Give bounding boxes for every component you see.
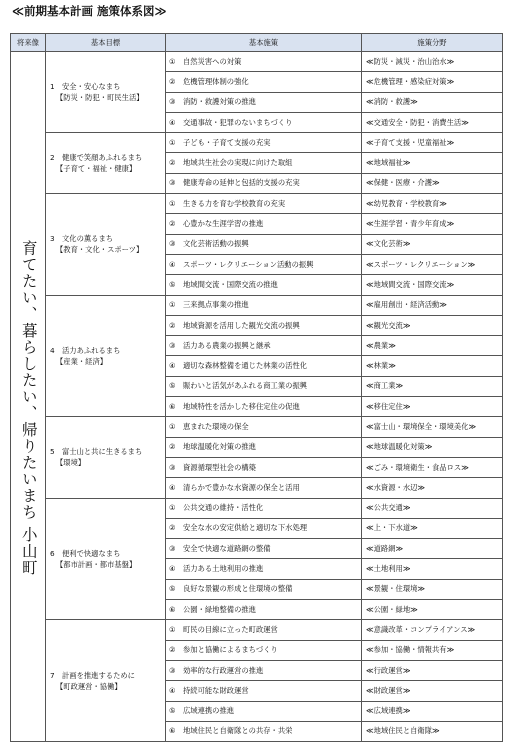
measure-cell <box>166 620 362 640</box>
measure-label: 自然災害への対策 <box>183 56 242 66</box>
goal-title: 計画を推進するために <box>62 670 135 680</box>
table-body <box>11 52 503 742</box>
measure-label: 持続可能な財政運営 <box>183 685 249 695</box>
goal-title: 文化の薫るまち <box>62 234 114 244</box>
measure-cell <box>166 660 362 680</box>
measure-label: スポーツ・レクリエーション活動の振興 <box>183 259 314 269</box>
measure-cell <box>166 254 362 274</box>
measure-cell <box>166 539 362 559</box>
goal-category: 【子育て・福祉・健康】 <box>56 164 137 174</box>
field-cell: ≪財政運営≫ <box>362 681 503 701</box>
field-cell: ≪富士山・環境保全・環境美化≫ <box>362 417 503 437</box>
measure-cell <box>166 315 362 335</box>
measure-cell <box>166 397 362 417</box>
measure-number: ⑤ <box>169 381 176 391</box>
goal-title: 健康で笑顔あふれるまち <box>62 153 143 163</box>
vision-cell <box>11 52 46 742</box>
measure-cell <box>166 356 362 376</box>
measure-cell <box>166 295 362 315</box>
field-cell: ≪地球温暖化対策≫ <box>362 437 503 457</box>
field-cell: ≪土地利用≫ <box>362 559 503 579</box>
measure-cell <box>166 52 362 72</box>
measure-cell <box>166 600 362 620</box>
goal-category: 【環境】 <box>56 458 86 468</box>
goal-cell <box>46 417 166 498</box>
measure-number: ① <box>169 56 176 66</box>
field-cell: ≪水資源・水辺≫ <box>362 478 503 498</box>
goal-cell <box>46 295 166 417</box>
measure-cell <box>166 92 362 112</box>
goal-title-line <box>50 548 165 559</box>
goal-cell <box>46 194 166 295</box>
table-row <box>11 295 503 315</box>
goal-number: 1 <box>50 82 55 92</box>
field-cell: ≪移住定住≫ <box>362 397 503 417</box>
measure-cell <box>166 336 362 356</box>
measure-number: ④ <box>169 259 176 269</box>
field-cell: ≪保健・医療・介護≫ <box>362 173 503 193</box>
measure-label: 地域間交流・国際交流の推進 <box>183 279 278 289</box>
field-cell: ≪消防・救護≫ <box>362 92 503 112</box>
goal-category: 【都市計画・都市基盤】 <box>56 559 137 569</box>
measure-label: 広域連携の推進 <box>183 706 235 716</box>
measure-number: ① <box>169 300 176 310</box>
field-cell: ≪商工業≫ <box>362 376 503 396</box>
measure-label: 恵まれた環境の保全 <box>183 421 249 431</box>
measure-label: 文化芸術活動の振興 <box>183 239 249 249</box>
measure-label: 町民の目線に立った町政運営 <box>183 624 278 634</box>
field-cell: ≪地域福祉≫ <box>362 153 503 173</box>
goal-title: 安全・安心なまち <box>62 82 121 92</box>
header-measure: 基本施策 <box>166 34 362 52</box>
goal-cell <box>46 133 166 194</box>
measure-number: ③ <box>169 340 176 350</box>
measure-number: ① <box>169 137 176 147</box>
policy-system-table <box>10 33 503 742</box>
measure-cell <box>166 579 362 599</box>
field-cell: ≪地域間交流・国際交流≫ <box>362 275 503 295</box>
goal-title-line <box>50 446 165 457</box>
field-cell: ≪子育て支援・児童福祉≫ <box>362 133 503 153</box>
field-cell: ≪幼児教育・学校教育≫ <box>362 194 503 214</box>
measure-cell <box>166 518 362 538</box>
measure-number: ④ <box>169 482 176 492</box>
measure-cell <box>166 457 362 477</box>
header-goal: 基本目標 <box>46 34 166 52</box>
field-cell: ≪雇用創出・経済活動≫ <box>362 295 503 315</box>
measure-number: ② <box>169 645 176 655</box>
field-cell: ≪参加・協働・情報共有≫ <box>362 640 503 660</box>
field-cell: ≪景観・住環境≫ <box>362 579 503 599</box>
measure-cell <box>166 214 362 234</box>
goal-number: 3 <box>50 234 55 244</box>
measure-label: 交通事故・犯罪のないまちづくり <box>183 117 293 127</box>
vision-text: 育てたい、暮らしたい、帰りたいまち 小山町 <box>19 239 38 576</box>
table-row <box>11 133 503 153</box>
measure-cell <box>166 72 362 92</box>
measure-number: ② <box>169 219 176 229</box>
measure-number: ② <box>169 523 176 533</box>
measure-cell <box>166 153 362 173</box>
measure-label: 参加と協働によるまちづくり <box>183 645 278 655</box>
measure-cell <box>166 112 362 132</box>
measure-cell <box>166 437 362 457</box>
measure-number: ⑤ <box>169 706 176 716</box>
measure-cell <box>166 234 362 254</box>
measure-number: ④ <box>169 685 176 695</box>
measure-cell <box>166 275 362 295</box>
measure-number: ⑥ <box>169 401 176 411</box>
field-cell: ≪文化芸術≫ <box>362 234 503 254</box>
goal-number: 6 <box>50 548 55 558</box>
measure-label: 心豊かな生涯学習の推進 <box>183 219 264 229</box>
goal-number: 7 <box>50 670 55 680</box>
measure-label: 公園・緑地整備の推進 <box>183 604 256 614</box>
measure-number: ② <box>169 76 176 86</box>
field-cell: ≪林業≫ <box>362 356 503 376</box>
goal-title: 便利で快適なまち <box>62 548 121 558</box>
goal-category: 【町政運営・協働】 <box>56 681 122 691</box>
measure-cell <box>166 640 362 660</box>
field-cell: ≪公共交通≫ <box>362 498 503 518</box>
field-cell: ≪広域連携≫ <box>362 701 503 721</box>
goal-category: 【教育・文化・スポーツ】 <box>56 245 144 255</box>
measure-label: 地球温暖化対策の推進 <box>183 442 256 452</box>
goal-cell <box>46 620 166 742</box>
measure-label: 地域住民と自衛隊との共存・共栄 <box>183 726 293 736</box>
table-header-row <box>11 34 503 52</box>
measure-cell <box>166 498 362 518</box>
goal-number: 2 <box>50 153 55 163</box>
measure-label: 地域資源を活用した観光交流の振興 <box>183 320 300 330</box>
measure-label: 資源循環型社会の構築 <box>183 462 256 472</box>
field-cell: ≪意識改革・コンプライアンス≫ <box>362 620 503 640</box>
measure-label: 活力ある農業の振興と継承 <box>183 340 271 350</box>
measure-cell <box>166 701 362 721</box>
measure-cell <box>166 173 362 193</box>
goal-title: 富士山と共に生きるまち <box>62 447 143 457</box>
measure-cell <box>166 681 362 701</box>
measure-number: ① <box>169 503 176 513</box>
measure-label: 三来拠点事業の推進 <box>183 300 249 310</box>
field-cell: ≪公園・緑地≫ <box>362 600 503 620</box>
measure-label: 清らかで豊かな水資源の保全と活用 <box>183 482 300 492</box>
measure-label: 危機管理体制の強化 <box>183 76 249 86</box>
measure-number: ③ <box>169 178 176 188</box>
measure-number: ④ <box>169 564 176 574</box>
goal-cell <box>46 498 166 620</box>
measure-number: ⑤ <box>169 279 176 289</box>
measure-cell <box>166 417 362 437</box>
measure-label: 安全で快適な道路網の整備 <box>183 543 271 553</box>
measure-label: 良好な景観の形成と住環境の整備 <box>183 584 293 594</box>
measure-cell <box>166 478 362 498</box>
field-cell: ≪観光交流≫ <box>362 315 503 335</box>
measure-cell <box>166 721 362 741</box>
measure-label: 健康寿命の延伸と包括的支援の充実 <box>183 178 300 188</box>
measure-number: ① <box>169 198 176 208</box>
field-cell: ≪上・下水道≫ <box>362 518 503 538</box>
measure-number: ④ <box>169 361 176 371</box>
measure-cell <box>166 194 362 214</box>
measure-label: 生きる力を育む学校教育の充実 <box>183 198 286 208</box>
measure-cell <box>166 376 362 396</box>
table-row <box>11 498 503 518</box>
measure-number: ⑥ <box>169 604 176 614</box>
goal-category: 【防災・防犯・町民生活】 <box>56 93 144 103</box>
measure-label: 効率的な行政運営の推進 <box>183 665 264 675</box>
field-cell: ≪ごみ・環境衛生・食品ロス≫ <box>362 457 503 477</box>
measure-number: ④ <box>169 117 176 127</box>
field-cell: ≪交通安全・防犯・消費生活≫ <box>362 112 503 132</box>
field-cell: ≪農業≫ <box>362 336 503 356</box>
measure-number: ② <box>169 158 176 168</box>
measure-label: 地域共生社会の実現に向けた取組 <box>183 158 293 168</box>
measure-label: 賑わいと活気があふれる商工業の振興 <box>183 381 308 391</box>
measure-number: ③ <box>169 543 176 553</box>
table-row <box>11 417 503 437</box>
measure-number: ① <box>169 624 176 634</box>
measure-number: ⑥ <box>169 726 176 736</box>
measure-label: 消防・救護対策の推進 <box>183 97 256 107</box>
table-row <box>11 194 503 214</box>
field-cell: ≪行政運営≫ <box>362 660 503 680</box>
measure-number: ① <box>169 421 176 431</box>
measure-number: ② <box>169 442 176 452</box>
field-cell: ≪危機管理・感染症対策≫ <box>362 72 503 92</box>
measure-cell <box>166 133 362 153</box>
field-cell: ≪地域住民と自衛隊≫ <box>362 721 503 741</box>
measure-number: ② <box>169 320 176 330</box>
measure-label: 活力ある土地利用の推進 <box>183 564 264 574</box>
goal-category: 【産業・経済】 <box>56 356 108 366</box>
goal-title-line <box>50 670 165 681</box>
field-cell: ≪スポーツ・レクリエーション≫ <box>362 254 503 274</box>
measure-number: ③ <box>169 665 176 675</box>
measure-label: 適切な森林整備を通じた林業の活性化 <box>183 361 308 371</box>
field-cell: ≪生涯学習・青少年育成≫ <box>362 214 503 234</box>
measure-number: ③ <box>169 462 176 472</box>
goal-cell <box>46 52 166 133</box>
measure-label: 子ども・子育て支援の充実 <box>183 137 271 147</box>
goal-title-line <box>50 233 165 244</box>
header-vision: 将来像 <box>11 34 46 52</box>
goal-number: 5 <box>50 447 55 457</box>
header-field: 施策分野 <box>362 34 503 52</box>
goal-title-line <box>50 152 165 163</box>
field-cell: ≪防災・減災・治山治水≫ <box>362 52 503 72</box>
measure-number: ⑤ <box>169 584 176 594</box>
goal-title-line <box>50 81 165 92</box>
measure-number: ③ <box>169 239 176 249</box>
measure-label: 公共交通の維持・活性化 <box>183 503 264 513</box>
table-row <box>11 620 503 640</box>
page-title: ≪前期基本計画 施策体系図≫ <box>12 4 167 18</box>
measure-label: 地域特性を活かした移住定住の促進 <box>183 401 300 411</box>
goal-title: 活力あふれるまち <box>62 345 121 355</box>
goal-number: 4 <box>50 345 55 355</box>
field-cell: ≪道路網≫ <box>362 539 503 559</box>
measure-label: 安全な水の安定供給と適切な下水処理 <box>183 523 308 533</box>
table-row <box>11 52 503 72</box>
goal-title-line <box>50 345 165 356</box>
measure-cell <box>166 559 362 579</box>
measure-number: ③ <box>169 97 176 107</box>
